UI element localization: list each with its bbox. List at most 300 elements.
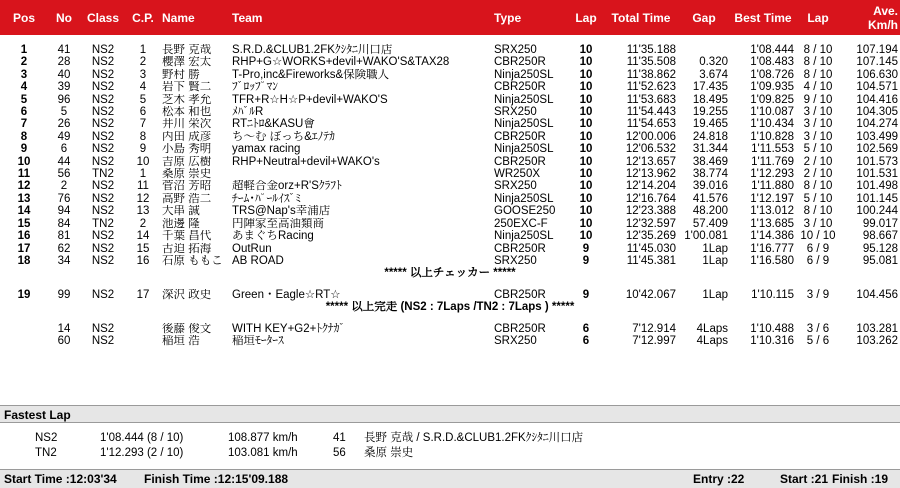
class-position-cell: 13 [136,205,150,218]
average-speed-cell: 103.262 [856,334,898,347]
class-position-cell: 17 [136,288,150,301]
total-time-cell: 12'16.764 [625,192,676,205]
average-speed-cell: 99.017 [862,217,898,230]
header-gap: Gap [678,0,730,35]
best-lap-cell: 2 / 10 [803,168,833,181]
best-lap-cell: 8 / 10 [803,180,833,193]
total-time-cell: 7'12.914 [632,322,676,335]
class-position-cell: 4 [139,81,147,94]
best-time-cell: 1'10.115 [751,288,794,301]
best-time-cell: 1'10.488 [750,322,794,335]
best-time-cell: 1'11.880 [751,180,794,193]
rider-name-cell: 吉原 広樹 [162,155,212,168]
rider-name-cell: 岩下 賢二 [162,81,212,94]
total-time-cell: 11'54.443 [626,106,676,119]
class-position-cell: 12 [136,192,150,205]
class-position-cell: 14 [136,230,150,243]
total-time-cell: 11'35.508 [626,56,676,69]
rider-name-cell: 深沢 政史 [162,288,212,301]
table-row [0,205,900,217]
team-cell: S.R.D.&CLUB1.2FKｸｼﾀﾆ川口店 [232,44,393,56]
best-lap-cell: 8 / 10 [803,56,833,69]
total-time-cell: 12'00.006 [625,130,676,143]
rider-name-cell: 池邊 隆 [162,217,200,230]
machine-type-cell: Ninja250SL [494,93,554,106]
gap-cell: 19.255 [692,106,728,119]
laps-cell: 10 [579,130,593,143]
best-time-cell: 1'12.293 [750,168,794,181]
table-row [0,131,900,143]
machine-type-cell: SRX250 [494,180,537,193]
machine-type-cell: CBR250R [494,130,546,143]
class-position-cell: 5 [139,93,147,106]
table-row [0,289,900,301]
average-speed-cell: 107.194 [856,44,898,56]
number-cell: 81 [57,230,71,243]
total-time-cell: 12'14.204 [625,180,676,193]
laps-cell: 10 [579,106,593,119]
table-row [0,323,900,335]
results-body [0,35,900,347]
team-cell: TFR+R☆H☆P+devil+WAKO'S [232,93,388,106]
position-cell: 6 [20,106,28,119]
average-speed-cell: 106.630 [856,68,898,81]
average-speed-cell: 107.145 [856,56,898,69]
total-time-cell: 12'13.962 [625,168,676,181]
class-cell: NS2 [91,254,115,267]
laps-cell: 6 [582,334,590,347]
total-time-cell: 11'45.381 [626,254,676,267]
best-time-cell: 1'10.316 [750,334,794,347]
class-cell: NS2 [91,334,115,347]
spacer-row [0,314,900,323]
class-cell: NS2 [91,192,115,205]
table-row [0,156,900,168]
machine-type-cell: SRX250 [494,106,537,119]
class-cell: NS2 [91,68,115,81]
table-row [0,118,900,130]
average-speed-cell: 104.274 [856,118,898,131]
team-cell: yamax racing [232,143,301,156]
header-best-time: Best Time [730,0,796,35]
team-cell: ﾁｰﾑ･ﾊﾟｰﾙｲｽﾞﾐ [232,192,301,205]
total-time-cell: 10'42.067 [625,288,676,301]
position-cell: 15 [17,217,31,230]
fastest-lap-speed: 103.081 km/h [228,447,298,459]
laps-cell: 10 [579,93,593,106]
class-cell: NS2 [91,155,115,168]
class-position-cell [126,335,160,347]
class-cell: NS2 [91,93,115,106]
table-row [0,243,900,255]
fastest-lap-rider: 長野 克哉 / S.R.D.&CLUB1.2FKｸｼﾀﾆ川口店 [364,432,584,444]
best-lap-cell: 5 / 10 [803,143,833,156]
table-row [0,218,900,230]
machine-type-cell: CBR250R [494,155,546,168]
number-cell: 49 [57,130,71,143]
fastest-lap-number: 56 [333,447,346,459]
rider-name-cell: 長野 克哉 [162,44,212,56]
best-time-cell: 1'10.434 [750,118,794,131]
class-cell: NS2 [91,44,115,56]
class-position-cell: 3 [139,68,147,81]
class-position-cell: 11 [137,180,149,193]
number-cell: 40 [57,68,71,81]
team-cell: OutRun [232,242,272,255]
best-time-cell: 1'16.777 [750,242,794,255]
team-cell: RHP+Neutral+devil+WAKO's [232,155,380,168]
best-lap-cell: 3 / 10 [803,106,833,119]
machine-type-cell: CBR250R [494,81,546,94]
position-cell: 3 [20,68,28,81]
position-cell: 9 [20,143,28,156]
total-time-cell: 11'52.623 [626,81,676,94]
team-cell: ﾌﾞﾛｯﾌﾟﾏﾝ [232,81,278,94]
table-row [0,335,900,347]
laps-cell: 9 [582,288,590,301]
position-cell: 18 [17,254,31,267]
class-position-cell: 2 [139,217,147,230]
finish-count: Finish :19 [832,472,889,486]
rider-name-cell: 井川 栄次 [162,118,212,131]
checker-note [0,267,900,279]
laps-cell: 10 [579,192,593,205]
number-cell: 76 [57,192,71,205]
rider-name-cell: 高野 浩二 [162,192,212,205]
class-position-cell: 6 [139,106,147,119]
machine-type-cell: Ninja250SL [494,68,554,81]
table-row [0,106,900,118]
fastest-lap-rider: 桑原 崇史 [364,447,414,459]
table-row [0,44,900,56]
table-row [0,94,900,106]
laps-cell: 10 [579,217,593,230]
gap-cell: 17.435 [692,81,728,94]
header-lap: Lap [568,0,604,35]
best-lap-cell: 3 / 9 [806,288,830,301]
total-time-cell: 12'32.597 [625,217,676,230]
start-count: Start :21 [780,472,829,486]
best-lap-cell: 4 / 10 [803,81,833,94]
fastest-lap-row [0,446,900,460]
machine-type-cell: Ninja250SL [494,192,554,205]
number-cell: 14 [57,322,71,335]
class-cell: NS2 [91,205,115,218]
fastest-lap-speed: 108.877 km/h [228,432,298,444]
table-row [0,230,900,242]
total-time-cell: 11'45.030 [626,242,676,255]
machine-type-cell: WR250X [494,168,541,181]
best-time-cell: 1'11.553 [751,143,794,156]
position-cell: 13 [17,192,31,205]
laps-cell: 6 [582,322,590,335]
spacer-cell [0,280,900,289]
fastest-lap-time: 1'08.444 (8 / 10) [100,432,184,444]
header-class: Class [80,0,126,35]
best-lap-cell: 2 / 10 [803,155,833,168]
team-cell: WITH KEY+G2+ﾄｸﾅｶﾞ [232,322,346,335]
average-speed-cell: 103.281 [856,322,898,335]
average-speed-cell: 103.499 [856,130,898,143]
gap-cell [678,44,730,56]
class-cell: TN2 [92,217,114,230]
gap-cell: 1'00.081 [684,230,728,243]
class-cell: NS2 [91,230,115,243]
rider-name-cell: 内田 成彦 [162,130,212,143]
average-speed-cell: 95.128 [862,242,898,255]
number-cell: 56 [57,168,71,181]
best-lap-cell: 5 / 10 [803,192,833,205]
header-type: Type [492,0,568,35]
total-time-cell: 11'35.188 [626,44,676,56]
number-cell: 60 [57,334,71,347]
rider-name-cell: 菅沼 芳昭 [162,180,212,193]
best-time-cell: 1'13.012 [750,205,794,218]
gap-cell: 57.409 [692,217,728,230]
completed-note-text: ***** 以上完走 (NS2 : 7Laps /TN2 : 7Laps ) ***** [325,301,575,314]
average-speed-cell: 100.244 [856,205,898,218]
rider-name-cell: 大串 誠 [162,205,200,218]
laps-cell: 10 [579,205,593,218]
machine-type-cell: Ninja250SL [494,118,554,131]
table-row [0,56,900,68]
header-total-time: Total Time [604,0,678,35]
best-lap-cell: 10 / 10 [800,230,836,243]
total-time-cell: 11'53.683 [626,93,676,106]
best-lap-cell: 3 / 6 [806,322,830,335]
class-position-cell: 7 [139,118,147,131]
position-cell [0,335,48,347]
position-cell: 5 [20,93,28,106]
best-lap-cell: 8 / 10 [803,205,833,218]
number-cell: 2 [60,180,68,193]
header-ave-line2: Km/h [868,17,898,32]
average-speed-cell: 104.416 [856,93,898,106]
laps-cell: 10 [579,168,593,181]
average-speed-cell: 104.305 [856,106,898,119]
spacer-row [0,35,900,44]
position-cell: 10 [17,155,31,168]
number-cell: 34 [57,254,71,267]
table-row [0,193,900,205]
rider-name-cell: 石原 ももこ [162,254,223,267]
position-cell: 8 [20,130,28,143]
team-cell: 超軽合金orz+R'Sｸﾗﾌﾄ [232,180,342,193]
rider-name-cell: 千葉 昌代 [162,230,212,243]
best-lap-cell: 5 / 6 [806,334,830,347]
position-cell: 17 [17,242,31,255]
class-position-cell: 9 [139,143,147,156]
number-cell: 99 [57,288,71,301]
laps-cell: 10 [579,44,593,56]
position-cell: 7 [20,118,28,131]
machine-type-cell: CBR250R [494,242,546,255]
header-team: Team [230,0,492,35]
best-lap-cell: 9 / 10 [803,93,833,106]
machine-type-cell: Ninja250SL [494,143,554,156]
race-summary-footer [0,469,900,488]
average-speed-cell: 101.145 [856,192,898,205]
finish-time: Finish Time :12:15'09.188 [144,472,289,486]
total-time-cell: 7'12.997 [632,334,676,347]
gap-cell: 39.016 [692,180,728,193]
gap-cell: 0.320 [699,56,728,69]
table-row [0,180,900,192]
table-row [0,81,900,93]
gap-cell: 4Laps [696,334,728,347]
best-time-cell: 1'16.580 [750,254,794,267]
number-cell: 28 [57,56,71,69]
position-cell: 16 [17,230,31,243]
best-lap-cell: 6 / 9 [806,254,830,267]
best-lap-cell: 3 / 10 [803,118,833,131]
rider-name-cell: 櫻澤 宏太 [162,56,212,69]
rider-name-cell: 野村 勝 [162,68,200,81]
team-cell: ﾒﾊﾞﾙR [232,106,264,119]
best-time-cell: 1'08.483 [750,56,794,69]
best-time-cell: 1'10.087 [750,106,794,119]
team-cell: RTﾆﾄﾛ&KASU會 [232,118,315,131]
best-lap-cell: 6 / 9 [806,242,830,255]
header-row [0,0,900,35]
header-best-lap: Lap [796,0,840,35]
laps-cell: 10 [579,230,593,243]
gap-cell: 38.469 [692,155,728,168]
fastest-lap-class: TN2 [35,447,57,459]
class-position-cell [126,323,160,335]
best-time-cell: 1'11.769 [751,155,794,168]
table-row [0,143,900,155]
total-time-cell: 12'23.388 [625,205,676,218]
start-time: Start Time :12:03'34 [4,472,117,486]
class-cell: NS2 [91,322,115,335]
best-lap-cell: 3 / 10 [803,130,833,143]
position-cell: 1 [20,44,28,56]
rider-name-cell: 古迫 拓海 [162,242,212,255]
team-cell [230,168,492,180]
gap-cell: 19.465 [692,118,728,131]
laps-cell: 9 [582,242,590,255]
table-row [0,168,900,180]
total-time-cell: 11'38.862 [626,68,676,81]
position-cell: 14 [17,205,31,218]
gap-cell: 24.818 [692,130,728,143]
class-cell: NS2 [91,180,115,193]
class-position-cell: 2 [139,56,147,69]
average-speed-cell: 101.573 [856,155,898,168]
team-cell: TRS@Nap's幸浦店 [232,205,331,218]
laps-cell: 9 [582,254,590,267]
number-cell: 6 [60,143,68,156]
best-lap-cell: 8 / 10 [803,44,833,56]
machine-type-cell: SRX250 [494,334,537,347]
spacer-cell [0,314,900,323]
class-cell: NS2 [91,242,115,255]
number-cell: 26 [57,118,71,131]
laps-cell: 10 [579,155,593,168]
laps-cell: 10 [579,143,593,156]
average-speed-cell: 101.531 [856,168,898,181]
machine-type-cell: GOOSE250 [494,205,556,218]
rider-name-cell: 小島 秀明 [162,143,212,156]
gap-cell: 31.344 [692,143,728,156]
number-cell: 94 [57,205,71,218]
spacer-cell [0,35,900,44]
header-name: Name [160,0,230,35]
team-cell: Green・Eagle☆RT☆ [232,288,341,301]
team-cell: あまぐちRacing [232,230,314,243]
total-time-cell: 12'35.269 [625,230,676,243]
rider-name-cell: 後藤 俊文 [162,322,212,335]
gap-cell: 4Laps [696,322,728,335]
position-cell: 12 [17,180,31,193]
class-position-cell: 10 [136,155,150,168]
team-cell: 円陣家至高油類商 [232,217,324,230]
number-cell: 44 [57,155,71,168]
header-cp: C.P. [126,0,160,35]
fastest-lap-class: NS2 [35,432,58,444]
average-speed-cell: 98.667 [862,230,898,243]
best-time-cell: 1'13.685 [750,217,794,230]
table-row [0,69,900,81]
class-cell: NS2 [91,56,115,69]
number-cell: 39 [57,81,71,94]
class-cell: TN2 [92,168,114,181]
number-cell: 41 [57,44,71,56]
total-time-cell: 11'54.653 [626,118,676,131]
best-time-cell: 1'10.828 [750,130,794,143]
fastest-lap-row [0,431,900,445]
team-cell: AB ROAD [232,254,284,267]
team-cell: RHP+G☆WORKS+devil+WAKO'S&TAX28 [232,56,450,69]
best-time-cell: 1'12.197 [750,192,794,205]
rider-name-cell: 桑原 崇史 [162,168,212,181]
total-time-cell: 12'06.532 [625,143,676,156]
class-position-cell: 15 [136,242,150,255]
team-cell: T-Pro,inc&Fireworks&保険職人 [232,68,390,81]
number-cell: 84 [57,217,71,230]
best-lap-cell: 8 / 10 [803,68,833,81]
laps-cell: 10 [579,81,593,94]
machine-type-cell: 250EXC-F [494,217,548,230]
gap-cell: 3.674 [699,68,728,81]
gap-cell: 1Lap [702,288,728,301]
gap-cell: 18.495 [692,93,728,106]
number-cell: 62 [57,242,71,255]
position-cell [0,323,48,335]
fastest-lap-number: 41 [333,432,346,444]
fastest-lap-time: 1'12.293 (2 / 10) [100,447,184,459]
machine-type-cell: SRX250 [494,44,537,56]
rider-name-cell: 松本 和也 [162,106,212,119]
class-position-cell: 1 [139,44,147,56]
position-cell: 19 [17,288,31,301]
machine-type-cell: CBR250R [494,288,546,301]
best-time-cell: 1'09.935 [750,81,794,94]
entry-count: Entry :22 [693,472,745,486]
laps-cell: 10 [579,56,593,69]
average-speed-cell: 104.456 [856,288,898,301]
class-cell: NS2 [91,130,115,143]
position-cell: 11 [17,168,31,181]
machine-type-cell: Ninja250SL [494,230,554,243]
best-time-cell: 1'08.444 [750,44,794,56]
position-cell: 4 [20,81,28,94]
class-position-cell: 1 [139,168,147,181]
checker-note-text: ***** 以上チェッカー ***** [384,267,516,280]
fastest-lap-title: Fastest Lap [0,405,900,423]
class-position-cell: 16 [136,254,150,267]
